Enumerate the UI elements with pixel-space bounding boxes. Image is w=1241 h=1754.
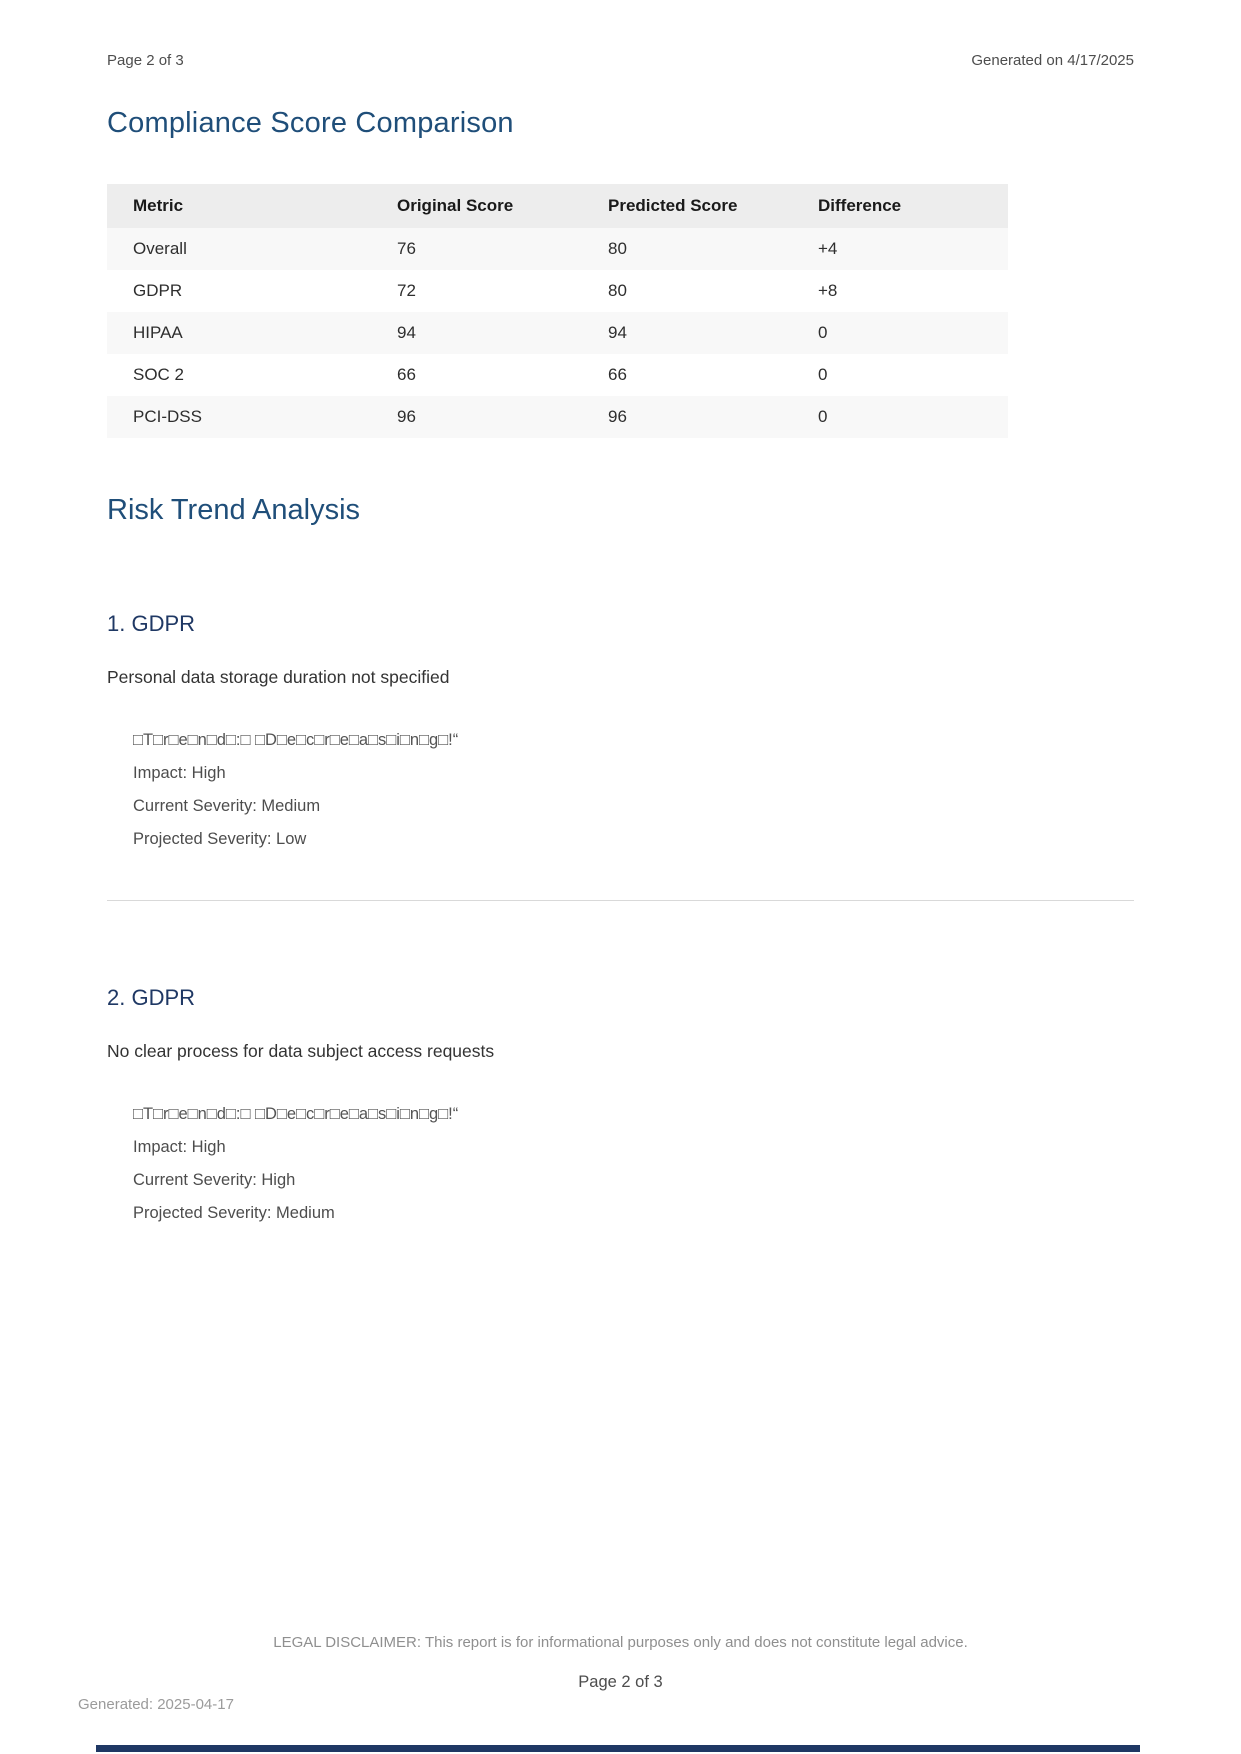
risk-projected-severity-line: Projected Severity: Medium: [133, 1204, 335, 1222]
cell-original-score: 96: [397, 407, 416, 426]
table-row: [107, 312, 1008, 354]
risk-item-description: No clear process for data subject access requests: [107, 1041, 495, 1061]
section-divider: [107, 900, 1134, 901]
footer-generated-date: Generated: 2025-04-17: [78, 1696, 234, 1713]
cell-difference: 0: [818, 323, 828, 342]
cell-original-score: 76: [397, 239, 416, 258]
risk-trend-title: Risk Trend Analysis: [107, 494, 361, 526]
column-header-metric: Metric: [107, 184, 371, 228]
page-header: [107, 52, 1134, 69]
header-page-number: Page 2 of 3: [107, 52, 184, 69]
risk-item-1: [107, 611, 1134, 856]
compliance-score-title: Compliance Score Comparison: [107, 107, 514, 139]
risk-trend-line: □T□r□e□n□d□:□ □D□e□c□r□e□a□s□i□n□g□!“: [133, 731, 459, 749]
cell-predicted-score: 80: [608, 239, 627, 258]
table-row: [107, 228, 1008, 270]
risk-item-description: Personal data storage duration not specified: [107, 667, 450, 687]
risk-impact-line: Impact: High: [133, 764, 226, 782]
column-header-original-score: Original Score: [371, 184, 582, 228]
column-header-predicted-score: Predicted Score: [582, 184, 792, 228]
cell-original-score: 94: [397, 323, 416, 342]
cell-metric: GDPR: [133, 281, 183, 300]
column-header-difference: Difference: [792, 184, 1008, 228]
cell-metric: HIPAA: [133, 323, 183, 342]
table-header-row: [107, 184, 1008, 228]
cell-predicted-score: 66: [608, 365, 627, 384]
risk-item-heading: 2. GDPR: [107, 985, 196, 1010]
cell-difference: 0: [818, 365, 828, 384]
cell-predicted-score: 94: [608, 323, 627, 342]
risk-item-heading: 1. GDPR: [107, 611, 196, 636]
header-generated-date: Generated on 4/17/2025: [971, 52, 1134, 69]
cell-metric: PCI-DSS: [133, 407, 202, 426]
cell-original-score: 72: [397, 281, 416, 300]
cell-original-score: 66: [397, 365, 416, 384]
cell-predicted-score: 80: [608, 281, 627, 300]
risk-trend-line: □T□r□e□n□d□:□ □D□e□c□r□e□a□s□i□n□g□!“: [133, 1105, 459, 1123]
table-row: [107, 270, 1008, 312]
footer-page-number: Page 2 of 3: [578, 1673, 663, 1691]
legal-disclaimer: LEGAL DISCLAIMER: This report is for informational purposes only and does not constitute legal advice.: [273, 1634, 968, 1651]
cell-difference: +8: [818, 281, 838, 300]
risk-item-details: [133, 1098, 1134, 1230]
risk-current-severity-line: Current Severity: High: [133, 1171, 296, 1189]
cell-difference: +4: [818, 239, 838, 258]
risk-current-severity-line: Current Severity: Medium: [133, 797, 321, 815]
footer-accent-bar: [96, 1745, 1140, 1752]
table-row: [107, 396, 1008, 438]
risk-item-details: [133, 724, 1134, 856]
comparison-table: [107, 184, 1008, 438]
risk-impact-line: Impact: High: [133, 1138, 226, 1156]
risk-item-2: [107, 985, 1134, 1230]
cell-predicted-score: 96: [608, 407, 627, 426]
table-row: [107, 354, 1008, 396]
cell-metric: Overall: [133, 239, 187, 258]
cell-difference: 0: [818, 407, 828, 426]
risk-projected-severity-line: Projected Severity: Low: [133, 830, 307, 848]
cell-metric: SOC 2: [133, 365, 185, 384]
